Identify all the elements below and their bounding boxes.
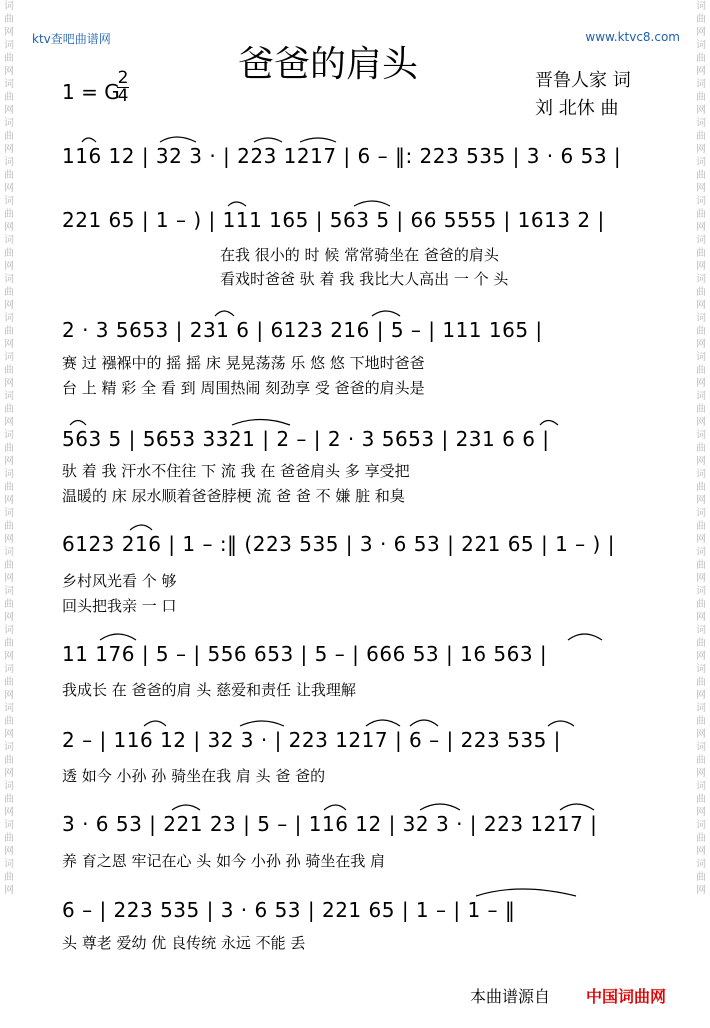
score-line-7: 2 – | 116 12 | 32 3 · | 223 1217 | 6 – | 223 535 | xyxy=(62,728,561,752)
lyric-line-6a: 我成长 在 爸爸的肩 头 慈爱和责任 让我理解 xyxy=(62,681,356,699)
source-site-link[interactable]: 中国词曲网 xyxy=(586,987,667,1006)
site-url-right[interactable]: www.ktvc8.com xyxy=(585,30,680,44)
slur xyxy=(354,201,390,206)
slur xyxy=(160,137,196,142)
score-line-9: 6 – | 223 535 | 3 · 6 53 | 221 65 | 1 – | 1 – ‖ xyxy=(62,898,516,922)
slur xyxy=(324,805,346,810)
lyric-line-3a: 赛 过 襁褓中的 摇 摇 床 晃晃荡荡 乐 悠 悠 下地时爸爸 xyxy=(62,354,425,372)
lyric-line-5a: 乡村风光看 个 够 xyxy=(62,572,177,590)
slur xyxy=(548,721,574,726)
score-line-4: 563 5 | 5653 3321 | 2 – | 2 · 3 5653 | 231 6 6 | xyxy=(62,427,550,451)
slur xyxy=(70,421,86,426)
watermark-right: 词 曲 网 词 曲 网 词 曲 网 词 曲 网 词 曲 网 词 曲 网 词 曲 网 词 曲 网 词 曲 网 词 曲 网 词 曲 网 词 曲 网 词 曲 网 词 曲 网 词 曲 网 词 曲 网 词 曲 网 词 曲 网 词 曲 网 词 曲 网 词 曲 网 词 曲 网 词 曲 网 xyxy=(696,1,706,896)
lyricist-credit: 晋鲁人家 词 xyxy=(535,70,631,91)
slur xyxy=(130,525,152,530)
slur xyxy=(540,421,558,426)
slur xyxy=(568,634,602,640)
slur xyxy=(82,138,96,142)
lyric-line-2b: 看戏时爸爸 驮 着 我 我比大人高出 一 个 头 xyxy=(220,270,509,288)
slur xyxy=(476,889,576,896)
slur-group xyxy=(70,137,602,896)
lyric-line-3b: 台 上 精 彩 全 看 到 周围热闹 刻劲享 受 爸爸的肩头是 xyxy=(62,379,425,397)
lyric-line-8a: 养 育之恩 牢记在心 头 如今 小孙 孙 骑坐在我 肩 xyxy=(62,852,386,870)
slur xyxy=(410,720,438,726)
score-line-6: 11 176 | 5 – | 556 653 | 5 – | 666 53 | 16 563 | xyxy=(62,642,548,666)
slur xyxy=(100,634,136,640)
score-line-1: 116 12 | 32 3 · | 223 1217 | 6 – ‖: 223 535 | 3 · 6 53 | xyxy=(62,144,622,168)
lyric-line-4a: 驮 着 我 汗水不住往 下 流 我 在 爸爸肩头 多 享受把 xyxy=(62,462,410,480)
slur xyxy=(372,311,400,316)
slur xyxy=(215,311,234,316)
song-title: 爸爸的肩头 xyxy=(238,44,419,85)
score-line-8: 3 · 6 53 | 221 23 | 5 – | 116 12 | 32 3 · | 223 1217 | xyxy=(62,812,598,836)
watermark-left: 词 曲 网 词 曲 网 词 曲 网 词 曲 网 词 曲 网 词 曲 网 词 曲 网 词 曲 网 词 曲 网 词 曲 网 词 曲 网 词 曲 网 词 曲 网 词 曲 网 词 曲 网 词 曲 网 词 曲 网 词 曲 网 词 曲 网 词 曲 网 词 曲 网 词 曲 网 词 曲 网 xyxy=(4,1,14,896)
slur xyxy=(228,202,246,206)
slur xyxy=(300,138,336,142)
time-signature-top: 2 xyxy=(117,68,129,88)
slur xyxy=(254,138,282,142)
slur xyxy=(420,804,460,810)
composer-credit: 刘 北休 曲 xyxy=(535,98,619,119)
slur xyxy=(560,804,594,810)
time-signature-bottom: 4 xyxy=(117,86,129,106)
slur xyxy=(172,805,200,810)
lyric-line-4b: 温暖的 床 尿水顺着爸爸脖梗 流 爸 爸 不 嫌 脏 和臭 xyxy=(62,487,405,505)
slur xyxy=(144,721,166,726)
lyric-line-9a: 头 尊老 爱幼 优 良传统 永远 不能 丢 xyxy=(62,934,306,952)
lyric-line-7a: 透 如今 小孙 孙 骑坐在我 肩 头 爸 爸的 xyxy=(62,767,326,785)
score-line-3: 2 · 3 5653 | 231 6 | 6123 216 | 5 – | 111 165 | xyxy=(62,318,543,342)
lyric-line-2a: 在我 很小的 时 候 常常骑坐在 爸爸的肩头 xyxy=(220,246,499,264)
source-label: 本曲谱源自 xyxy=(470,987,551,1006)
slur xyxy=(366,720,400,726)
key-signature: 1 = G xyxy=(62,80,120,104)
lyric-line-5b: 回头把我亲 一 口 xyxy=(62,597,177,615)
slur xyxy=(232,420,290,426)
site-label-left[interactable]: ktv查吧曲谱网 xyxy=(32,32,111,46)
score-line-2: 221 65 | 1 – ) | 111 165 | 563 5 | 66 5555 | 1613 2 | xyxy=(62,208,605,232)
slur xyxy=(240,721,284,726)
score-line-5: 6123 216 | 1 – :‖ (223 535 | 3 · 6 53 | 221 65 | 1 – ) | xyxy=(62,532,615,556)
